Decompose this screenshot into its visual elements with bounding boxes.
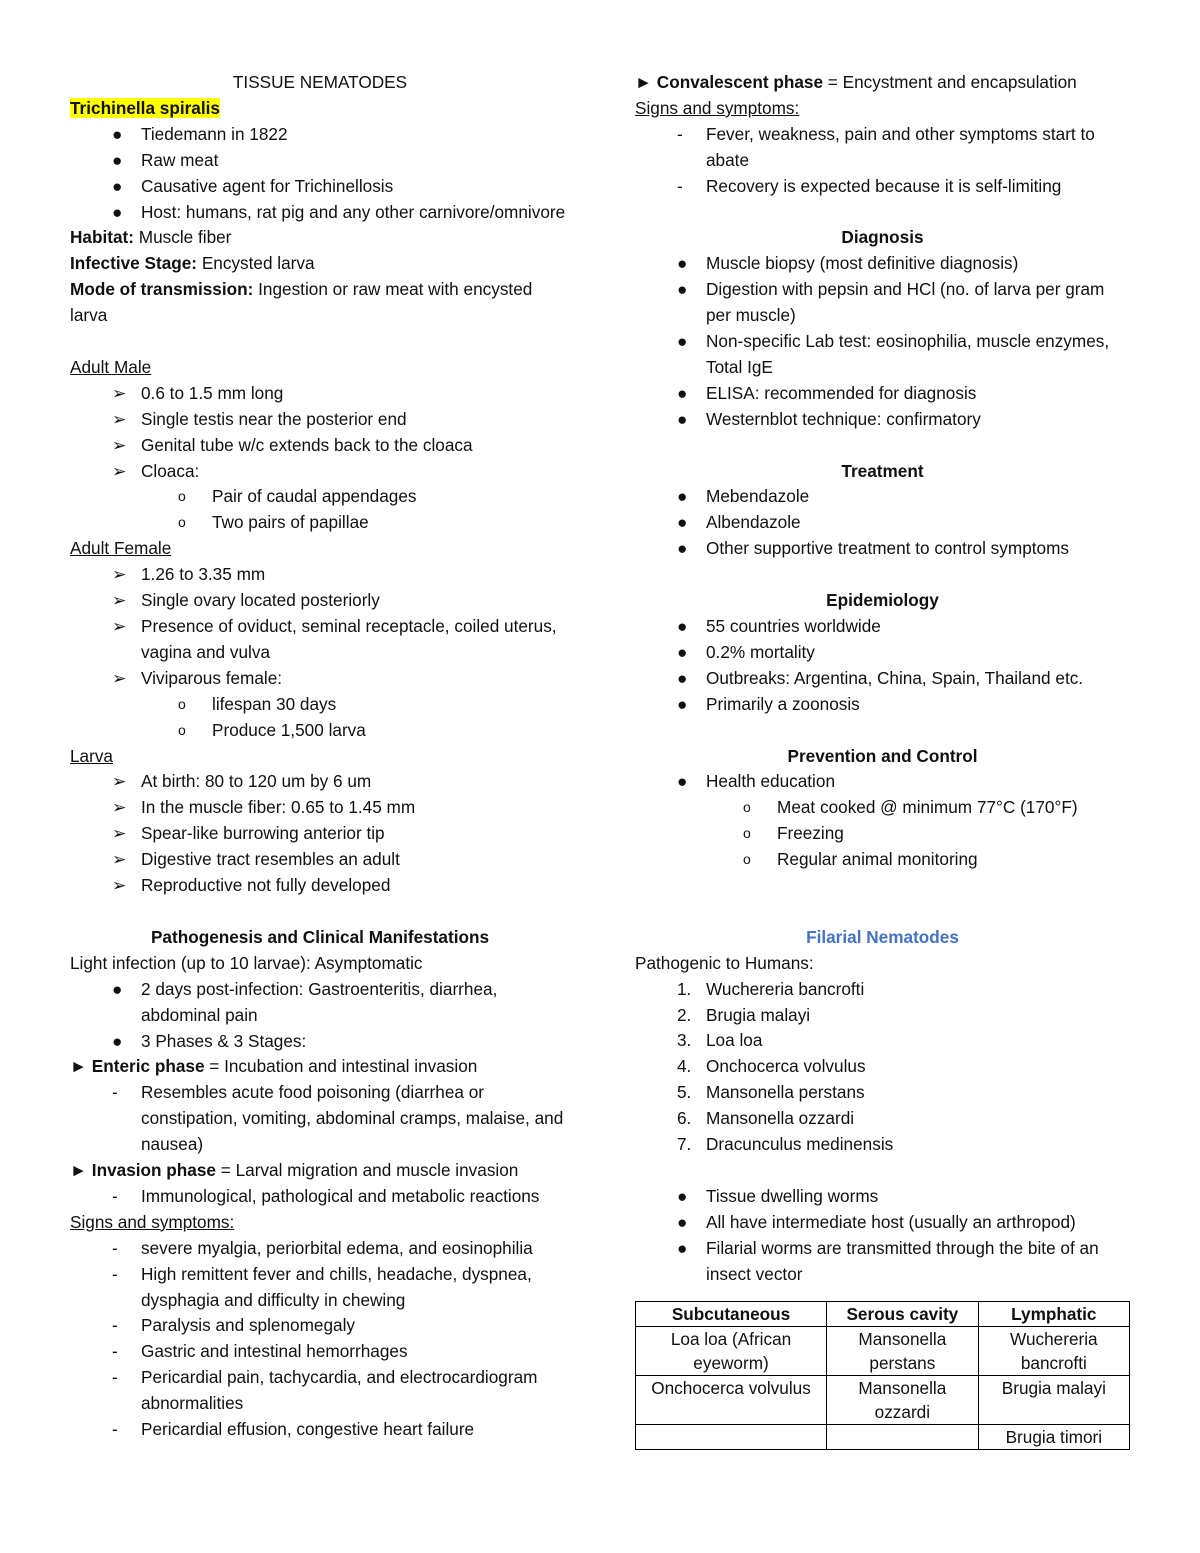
list-item: ● Non-specific Lab test: eosinophilia, muscle enzymes, Total IgE	[677, 331, 1110, 377]
spacer	[635, 718, 1130, 744]
adult-male-list	[70, 381, 570, 485]
arrow-bullet-icon: ➢	[112, 771, 127, 792]
habitat-line: Habitat: Muscle fiber	[70, 227, 232, 248]
list-item: 2. Brugia malayi	[677, 1004, 811, 1025]
pathogenic-list	[635, 977, 1130, 1158]
bullet-icon: ●	[677, 538, 688, 559]
prevention-heading: Prevention and Control	[787, 745, 978, 766]
page-title: TISSUE NEMATODES	[232, 72, 408, 92]
arrow-bullet-icon: ➢	[112, 408, 127, 429]
list-item: 7. Dracunculus medinensis	[677, 1134, 894, 1155]
list-item: ● Tiedemann in 1822	[70, 122, 570, 148]
circle-bullet-icon: o	[178, 514, 186, 531]
signs-list	[70, 1236, 570, 1443]
dash-icon: -	[677, 175, 683, 196]
diagnosis-list	[635, 251, 1130, 432]
organism-highlight: Trichinella spiralis	[70, 97, 220, 118]
dash-icon: -	[112, 1185, 118, 1206]
filarial-heading: Filarial Nematodes	[806, 926, 959, 947]
table-cell: Brugia timori	[978, 1425, 1129, 1450]
table-cell	[636, 1425, 827, 1450]
enteric-list	[70, 1080, 570, 1158]
table-cell: Onchocerca volvulus	[636, 1376, 827, 1425]
list-item: ● Raw meat	[70, 148, 570, 174]
list-item: 4. Onchocerca volvulus	[677, 1056, 866, 1077]
diagnosis-heading: Diagnosis	[841, 227, 924, 248]
list-item: o Regular animal monitoring	[635, 847, 1130, 873]
table-row	[636, 1327, 1130, 1376]
bullet-icon: ●	[677, 615, 688, 636]
list-item: ● Muscle biopsy (most definitive diagnosis)	[635, 251, 1130, 277]
list-item: 5. Mansonella perstans	[677, 1082, 865, 1103]
table-cell	[827, 1425, 979, 1450]
spacer	[635, 433, 1130, 459]
table-header-row	[636, 1302, 1130, 1327]
list-item: 6. Mansonella ozzardi	[677, 1108, 855, 1129]
pathogenesis-heading: Pathogenesis and Clinical Manifestations	[150, 926, 490, 947]
table-header: Lymphatic	[978, 1302, 1129, 1327]
list-item: 3. Loa loa	[677, 1030, 763, 1051]
arrow-bullet-icon: ➢	[112, 564, 127, 585]
arrow-bullet-icon: ➢	[112, 616, 127, 637]
list-item: - Resembles acute food poisoning (diarrhea or constipation, vomiting, abdominal cramps, malaise, and nausea)	[112, 1082, 564, 1155]
list-item: o Pair of caudal appendages	[70, 484, 570, 510]
circle-bullet-icon: o	[178, 695, 186, 712]
table-cell: Brugia malayi	[978, 1376, 1129, 1425]
list-item: ➢ Single testis near the posterior end	[70, 407, 570, 433]
dash-icon: -	[112, 1082, 118, 1103]
dash-icon: -	[112, 1237, 118, 1258]
dash-icon: -	[112, 1367, 118, 1388]
prevention-sublist	[635, 795, 1130, 873]
list-item: - Immunological, pathological and metabolic reactions	[70, 1184, 570, 1210]
list-item: o Meat cooked @ minimum 77°C (170°F)	[635, 795, 1130, 821]
epidemiology-heading: Epidemiology	[826, 590, 939, 611]
list-item: ● ELISA: recommended for diagnosis	[635, 381, 1130, 407]
bullet-icon: ●	[677, 512, 688, 533]
left-column	[70, 70, 570, 1443]
larva-heading: Larva	[70, 745, 113, 766]
list-item: ➢ Presence of oviduct, seminal receptacle, coiled uterus, vagina and vulva	[112, 616, 557, 662]
list-item: - Recovery is expected because it is self-limiting	[635, 174, 1130, 200]
signs-heading: Signs and symptoms:	[635, 97, 800, 118]
arrow-bullet-icon: ➢	[112, 823, 127, 844]
list-item: ➢ Spear-like burrowing anterior tip	[70, 821, 570, 847]
invasion-phase-line: ► Invasion phase = Larval migration and muscle invasion	[70, 1160, 519, 1181]
bullet-icon: ●	[677, 667, 688, 688]
list-item: 1. Wuchereria bancrofti	[677, 978, 865, 999]
list-item: ● Tissue dwelling worms	[635, 1184, 1130, 1210]
list-item: ● Causative agent for Trichinellosis	[70, 174, 570, 200]
pathogenesis-list	[70, 977, 570, 1055]
arrow-bullet-icon: ➢	[112, 460, 127, 481]
list-item: ➢ In the muscle fiber: 0.65 to 1.45 mm	[70, 795, 570, 821]
dash-icon: -	[112, 1419, 118, 1440]
list-item: ● 2 days post-infection: Gastroenteritis, diarrhea, abdominal pain	[112, 978, 498, 1025]
bullet-icon: ●	[677, 486, 688, 507]
bullet-icon: ●	[677, 253, 688, 274]
bullet-icon: ●	[677, 641, 688, 662]
dash-icon: -	[112, 1315, 118, 1336]
invasion-list	[70, 1184, 570, 1210]
adult-female-heading: Adult Female	[70, 538, 172, 559]
dash-icon: -	[677, 123, 683, 144]
list-item: ● Outbreaks: Argentina, China, Spain, Thailand etc.	[635, 666, 1130, 692]
triangle-icon: ►	[635, 72, 653, 92]
list-item: ➢ Single ovary located posteriorly	[70, 588, 570, 614]
spacer	[70, 899, 570, 925]
list-item: ● 0.2% mortality	[635, 640, 1130, 666]
list-item: o Two pairs of papillae	[70, 510, 570, 536]
circle-bullet-icon: o	[178, 488, 186, 505]
table-row	[636, 1376, 1130, 1425]
list-item: - Gastric and intestinal hemorrhages	[70, 1339, 570, 1365]
list-item: - High remittent fever and chills, headache, dyspnea, dysphagia and difficulty in chewing	[112, 1263, 532, 1310]
table-header: Subcutaneous	[636, 1302, 827, 1327]
infective-stage-line: Infective Stage: Encysted larva	[70, 253, 315, 274]
bullet-icon: ●	[677, 382, 688, 403]
list-item: - Paralysis and splenomegaly	[70, 1313, 570, 1339]
list-item: o lifespan 30 days	[70, 692, 570, 718]
bullet-icon: ●	[677, 408, 688, 429]
triangle-icon: ►	[70, 1056, 88, 1077]
arrow-bullet-icon: ➢	[112, 667, 127, 688]
circle-bullet-icon: o	[743, 851, 751, 868]
bullet-icon: ●	[677, 1185, 688, 1206]
epidemiology-list	[635, 614, 1130, 718]
pathogenic-label: Pathogenic to Humans:	[635, 952, 814, 973]
table-cell: Wuchereria bancrofti	[978, 1327, 1129, 1376]
list-item: ➢ 1.26 to 3.35 mm	[70, 562, 570, 588]
list-item: - Pericardial effusion, congestive heart failure	[70, 1417, 570, 1443]
list-item: ● Digestion with pepsin and HCl (no. of larva per gram per muscle)	[677, 279, 1105, 326]
dash-icon: -	[112, 1263, 118, 1284]
treatment-list	[635, 484, 1130, 562]
triangle-icon: ►	[70, 1160, 88, 1181]
bullet-icon: ●	[677, 1237, 688, 1258]
organism-name	[70, 96, 570, 122]
cloaca-sublist	[70, 484, 570, 536]
bullet-icon: ●	[677, 693, 688, 714]
intro-list	[70, 122, 570, 226]
list-item: ● 3 Phases & 3 Stages:	[70, 1029, 570, 1055]
viviparous-sublist	[70, 692, 570, 744]
arrow-bullet-icon: ➢	[112, 797, 127, 818]
filarial-list	[635, 1184, 1130, 1288]
table-cell: Mansonella perstans	[827, 1327, 979, 1376]
list-item: ● Primarily a zoonosis	[635, 692, 1130, 718]
list-item: - severe myalgia, periorbital edema, and eosinophilia	[70, 1236, 570, 1262]
filarial-table	[635, 1301, 1130, 1450]
bullet-icon: ●	[677, 1211, 688, 1232]
enteric-phase-line: ► Enteric phase = Incubation and intestinal invasion	[70, 1056, 478, 1077]
list-item: - Fever, weakness, pain and other symptoms start to abate	[677, 123, 1095, 170]
arrow-bullet-icon: ➢	[112, 382, 127, 403]
list-item: ● Health education	[635, 769, 1130, 795]
bullet-icon: ●	[112, 1030, 123, 1051]
larva-list	[70, 769, 570, 899]
spacer	[635, 562, 1130, 588]
circle-bullet-icon: o	[178, 721, 186, 738]
bullet-icon: ●	[677, 331, 688, 352]
arrow-bullet-icon: ➢	[112, 849, 127, 870]
mode-of-transmission-line: Mode of transmission: Ingestion or raw meat with encysted larva	[70, 279, 533, 326]
bullet-icon: ●	[112, 175, 123, 196]
arrow-bullet-icon: ➢	[112, 434, 127, 455]
arrow-bullet-icon: ➢	[112, 875, 127, 896]
right-column	[635, 70, 1130, 1450]
list-item: ● Host: humans, rat pig and any other carnivore/omnivore	[70, 200, 570, 226]
list-item: ➢ 0.6 to 1.5 mm long	[70, 381, 570, 407]
spacer	[70, 329, 570, 355]
list-item: ➢ Digestive tract resembles an adult	[70, 847, 570, 873]
list-item: o Produce 1,500 larva	[70, 718, 570, 744]
list-item: ➢ Viviparous female:	[70, 666, 570, 692]
circle-bullet-icon: o	[743, 799, 751, 816]
light-infection-line: Light infection (up to 10 larvae): Asymptomatic	[70, 952, 423, 973]
list-item: ➢ At birth: 80 to 120 um by 6 um	[70, 769, 570, 795]
treatment-heading: Treatment	[841, 460, 924, 481]
list-item: ● Filarial worms are transmitted through the bite of an insect vector	[677, 1237, 1099, 1284]
spacer	[635, 873, 1130, 899]
prevention-list	[635, 769, 1130, 795]
spacer	[635, 1158, 1130, 1184]
list-item: ● All have intermediate host (usually an arthropod)	[635, 1210, 1130, 1236]
list-item: ➢ Reproductive not fully developed	[70, 873, 570, 899]
list-item: - Pericardial pain, tachycardia, and electrocardiogram abnormalities	[112, 1367, 538, 1414]
bullet-icon: ●	[112, 978, 123, 999]
bullet-icon: ●	[112, 123, 123, 144]
spacer	[635, 899, 1130, 925]
table-row	[636, 1425, 1130, 1450]
list-item: o Freezing	[635, 821, 1130, 847]
spacer	[635, 200, 1130, 226]
list-item: ● Mebendazole	[635, 484, 1130, 510]
table-cell: Loa loa (African eyeworm)	[636, 1327, 827, 1376]
bullet-icon: ●	[112, 149, 123, 170]
convalescent-phase-line: ► Convalescent phase = Encystment and encapsulation	[635, 72, 1077, 92]
list-item: ➢ Genital tube w/c extends back to the cloaca	[70, 433, 570, 459]
bullet-icon: ●	[677, 771, 688, 792]
bullet-icon: ●	[677, 279, 688, 300]
convalescent-signs-list	[635, 122, 1130, 200]
table-header: Serous cavity	[827, 1302, 979, 1327]
adult-male-heading: Adult Male	[70, 356, 152, 377]
bullet-icon: ●	[112, 201, 123, 222]
circle-bullet-icon: o	[743, 825, 751, 842]
dash-icon: -	[112, 1341, 118, 1362]
arrow-bullet-icon: ➢	[112, 590, 127, 611]
adult-female-list	[70, 562, 570, 692]
list-item: ● Other supportive treatment to control symptoms	[635, 536, 1130, 562]
list-item: ● 55 countries worldwide	[635, 614, 1130, 640]
list-item: ➢ Cloaca:	[70, 459, 570, 485]
list-item: ● Westernblot technique: confirmatory	[635, 407, 1130, 433]
list-item: ● Albendazole	[635, 510, 1130, 536]
table-cell: Mansonella ozzardi	[827, 1376, 979, 1425]
signs-heading: Signs and symptoms:	[70, 1211, 235, 1232]
